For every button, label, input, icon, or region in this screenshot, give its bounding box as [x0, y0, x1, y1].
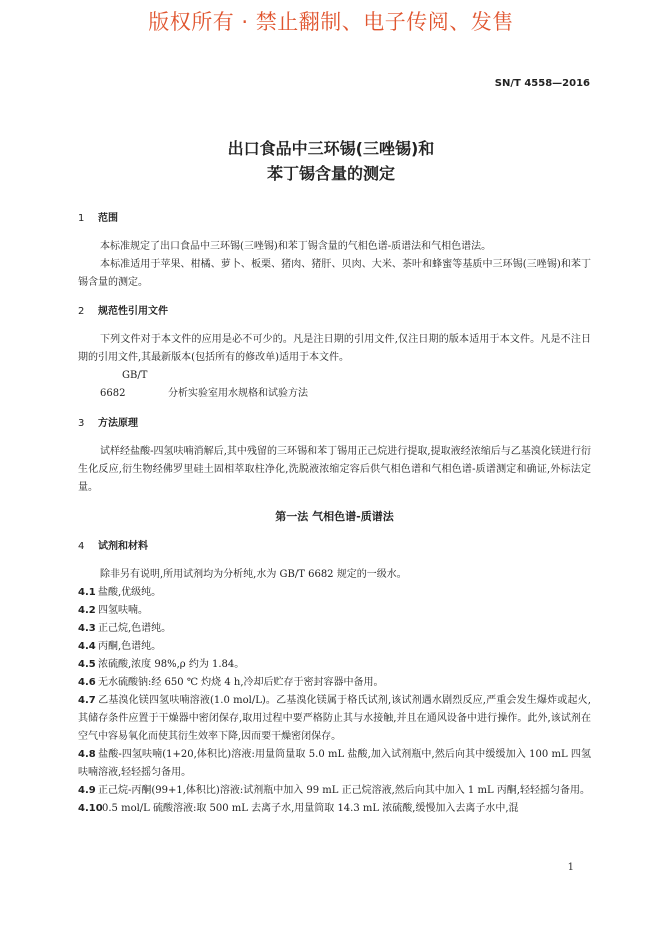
- reference-entry: [78, 367, 591, 403]
- item-text: 0.5 mol/L 硫酸溶液:取 500 mL 去离子水,用量筒取 14.3 mL 浓硫酸,缓慢加入去离子水中,混: [102, 803, 519, 814]
- section-title: 规范性引用文件: [98, 306, 168, 317]
- document-title-line-2: 苯丁锡含量的测定: [266, 164, 395, 183]
- item-text: 正己烷,色谱纯。: [98, 623, 172, 634]
- method-principle-paragraph: 试样经盐酸-四氢呋喃消解后,其中残留的三环锡和苯丁锡用正己烷进行提取,提取液经浓缩后与乙基溴化镁进行衍生化反应,衍生物经佛罗里硅土固相萃取柱净化,洗脱液浓缩定容后供气相色谱和气相色谱-质谱测定和确证,外标法定量。: [78, 446, 591, 493]
- page-number: 1: [567, 862, 574, 873]
- item-text: 正己烷-丙酮(99+1,体积比)溶液:试剂瓶中加入 99 mL 正己烷溶液,然后向其中加入 1 mL 丙酮,轻轻摇匀备用。: [98, 785, 590, 796]
- item-text: 浓硫酸,浓度 98%,ρ 约为 1.84。: [98, 659, 245, 670]
- item-number: 4.2: [78, 605, 96, 616]
- standard-number: SN/T 4558—2016: [494, 78, 590, 89]
- reference-title: 分析实验室用水规格和试验方法: [168, 388, 308, 399]
- section-number: 3: [78, 418, 85, 429]
- reagent-item: [78, 638, 591, 656]
- section-title: 试剂和材料: [98, 541, 148, 552]
- item-number: 4.3: [78, 623, 96, 634]
- item-number: 4.6: [78, 677, 96, 688]
- section-title: 范围: [98, 213, 118, 224]
- scope-paragraph-1: 本标准规定了出口食品中三环锡(三唑锡)和苯丁锡含量的气相色谱-质谱法和气相色谱法。: [100, 241, 492, 252]
- reference-code: GB/T 6682: [100, 370, 148, 399]
- scope-paragraph-2: 本标准适用于苹果、柑橘、萝卜、板栗、猪肉、猪肝、贝肉、大米、茶叶和蜂蜜等基质中三环锡(三唑锡)和苯丁锡含量的测定。: [78, 259, 591, 288]
- item-number: 4.4: [78, 641, 96, 652]
- normative-references-paragraph: 下列文件对于本文件的应用是必不可少的。凡是注日期的引用文件,仅注日期的版本适用于本文件。凡是不注日期的引用文件,其最新版本(包括所有的修改单)适用于本文件。: [78, 334, 591, 363]
- item-number: 4.1: [78, 587, 96, 598]
- reagent-item: [78, 800, 591, 818]
- item-text: 四氢呋喃。: [98, 605, 148, 616]
- section-1-heading: [78, 210, 591, 227]
- section-number: 2: [78, 306, 85, 317]
- document-body: [78, 210, 591, 818]
- section-title: 方法原理: [98, 418, 138, 429]
- reagent-item: [78, 602, 591, 620]
- section-4-heading: [78, 538, 591, 555]
- item-text: 丙酮,色谱纯。: [98, 641, 162, 652]
- item-number: 4.9: [78, 785, 96, 796]
- reagent-item: [78, 620, 591, 638]
- reagents-intro: 除非另有说明,所用试剂均为分析纯,水为 GB/T 6682 规定的一级水。: [100, 569, 407, 580]
- method-one-heading: 第一法 气相色谱-质谱法: [275, 510, 394, 523]
- section-number: 4: [78, 541, 85, 552]
- item-number: 4.7: [78, 695, 96, 706]
- reagent-item: [78, 656, 591, 674]
- reagent-item: [78, 746, 591, 782]
- item-text: 无水硫酸钠:经 650 ℃ 灼烧 4 h,冷却后贮存于密封容器中备用。: [98, 677, 384, 688]
- item-text: 乙基溴化镁四氢呋喃溶液(1.0 mol/L)。乙基溴化镁属于格氏试剂,该试剂遇水剧烈反应,严重会发生爆炸或起火,其储存条件应置于干燥器中密闭保存,取用过程中要严格防止其与水接触,并且在通风设备中进行操作。此外,该试剂在空气中容易氧化而使其衍生效率下降,因而要干燥密闭保存。: [78, 695, 591, 742]
- reagent-item: [78, 674, 591, 692]
- item-text: 盐酸-四氢呋喃(1+20,体积比)溶液:用量筒量取 5.0 mL 盐酸,加入试剂瓶中,然后向其中缓缓加入 100 mL 四氢呋喃溶液,轻轻摇匀备用。: [78, 749, 591, 778]
- section-2-heading: [78, 303, 591, 320]
- reagent-item: [78, 584, 591, 602]
- item-text: 盐酸,优级纯。: [98, 587, 162, 598]
- document-title-line-1: 出口食品中三环锡(三唑锡)和: [227, 139, 435, 158]
- reagent-item: [78, 692, 591, 746]
- reagent-item: [78, 782, 591, 800]
- item-number: 4.5: [78, 659, 96, 670]
- item-number: 4.10: [78, 803, 103, 814]
- item-number: 4.8: [78, 749, 96, 760]
- copyright-watermark: 版权所有 · 禁止翻制、电子传阅、发售: [148, 10, 514, 34]
- section-3-heading: [78, 415, 591, 432]
- section-number: 1: [78, 213, 85, 224]
